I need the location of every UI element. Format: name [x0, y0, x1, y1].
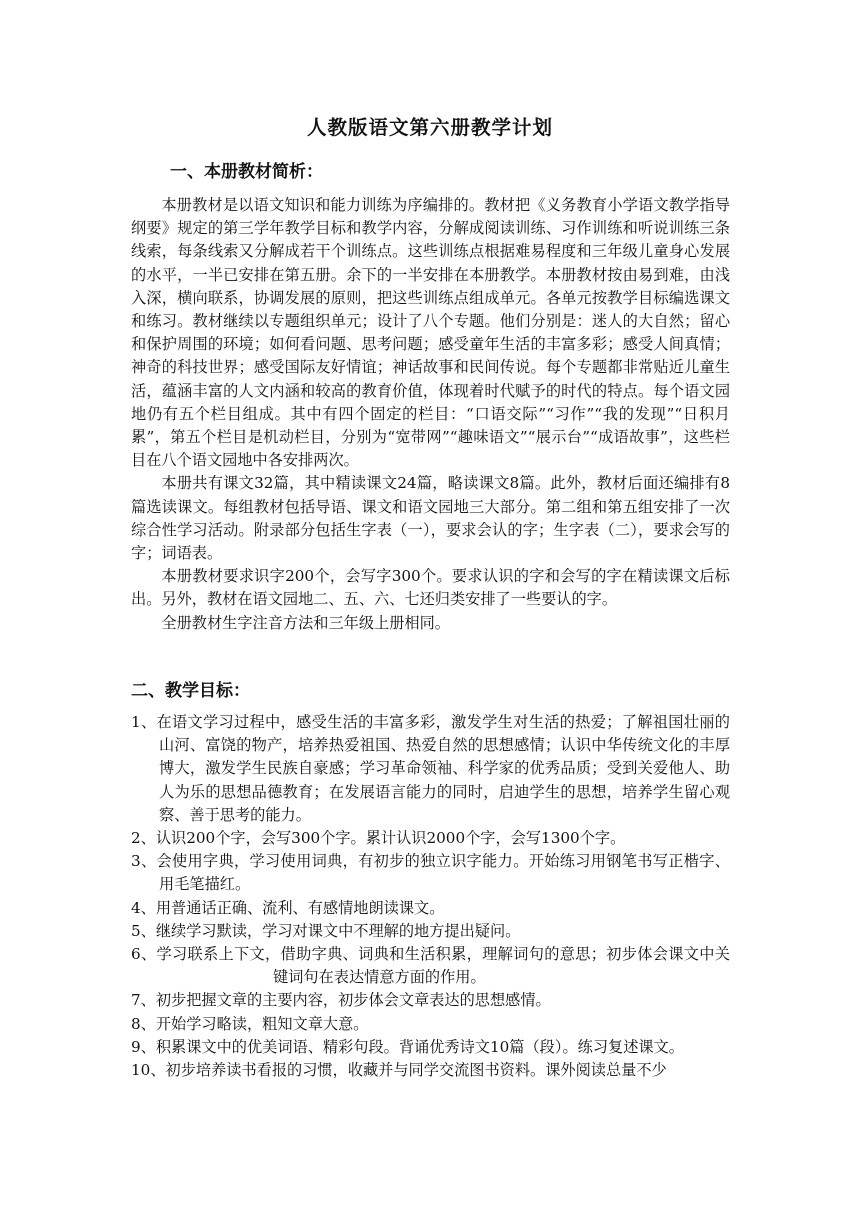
- goal-item: 1、在语文学习过程中，感受生活的丰富多彩，激发学生对生活的热爱；了解祖国壮丽的山河、富饶的物产，培养热爱祖国、热爱自然的思想感情；认识中华传统文化的丰厚博大，激发学生民族自豪感；学习革命领袖、科学家的优秀品质；受到关爱他人、助人为乐的思想品德教育；在发展语言能力的同时，启迪学生的思想，培养学生留心观察、善于思考的能力。: [131, 713, 730, 824]
- paragraph: 本册教材是以语文知识和能力训练为序编排的。教材把《义务教育小学语文教学指导纲要》规定的第三学年教学目标和教学内容，分解成阅读训练、习作训练和听说训练三条线索，每条线索又分解成若干个训练点。这些训练点根据难易程度和三年级儿童身心发展的水平，一半已安排在第五册。余下的一半安排在本册教学。本册教材按由易到难，由浅入深，横向联系，协调发展的原则，把这些训练点组成单元。各单元按教学目标编选课文和练习。教材继续以专题组织单元；设计了八个专题。他们分别是：迷人的大自然；留心和保护周围的环境；如何看问题、思考问题；感受童年生活的丰富多彩；感受人间真情；神奇的科技世界；感受国际友好情谊；神话故事和民间传说。每个专题都非常贴近儿童生活，蕴涵丰富的人文内涵和较高的教育价值，体现着时代赋予的时代的特点。每个语文园地仍有五个栏目组成。其中有四个固定的栏目：“口语交际”“习作”“我的发现”“日积月累”，第五个栏目是机动栏目，分别为“宽带网”“趣味语文”“展示台”“成语故事”，这些栏目在八个语文园地中各安排两次。: [131, 196, 730, 470]
- goal-item: 10、初步培养读书看报的习惯，收藏并与同学交流图书资料。课外阅读总量不少: [131, 1061, 667, 1080]
- paragraph: 本册教材要求识字200个，会写字300个。要求认识的字和会写的字在精读课文后标出。另外，教材在语文园地二、五、六、七还归类安排了一些要认的字。: [131, 567, 730, 609]
- goal-item: 3、会使用字典，学习使用词典，有初步的独立识字能力。开始练习用钢笔书写正楷字、用毛笔描红。: [131, 852, 730, 894]
- paragraph: 全册教材生字注音方法和三年级上册相同。: [161, 613, 450, 632]
- goal-item: 8、开始学习略读，粗知文章大意。: [131, 1014, 369, 1033]
- textbook-analysis-body: [131, 194, 730, 635]
- document-title: 人教版语文第六册教学计划: [306, 116, 553, 139]
- goal-item: 7、初步把握文章的主要内容，初步体会文章表达的思想感情。: [131, 991, 551, 1010]
- goal-item: 5、继续学习默读，学习对课文中不理解的地方提出疑问。: [131, 921, 521, 940]
- section-heading-teaching-goals: 二、教学目标：: [131, 681, 250, 701]
- goal-item-6: [131, 943, 730, 989]
- section-heading-textbook-analysis: 一、本册教材简析：: [170, 162, 323, 182]
- goal-item: 4、用普通话正确、流利、有感情地朗读课文。: [131, 898, 445, 917]
- goal-item: 9、积累课文中的优美词语、精彩句段。背诵优秀诗文10篇（段）。练习复述课文。: [131, 1037, 684, 1056]
- goal-6-text-end: 键词句在表达情意方面的作用。: [273, 968, 486, 987]
- goal-6-text-start: 6、学习联系上下文，借助字典、词典和生活积累，理解词句的意思；初步体会课文中关: [131, 945, 730, 964]
- goal-item: 2、认识200个字，会写300个字。累计认识2000个字，会写1300个字。: [131, 829, 626, 848]
- teaching-goals-list: [131, 711, 730, 1082]
- paragraph: 本册共有课文32篇，其中精读课文24篇，略读课文8篇。此外，教材后面还编排有8篇选读课文。每组教材包括导语、课文和语文园地三大部分。第二组和第五组安排了一次综合性学习活动。附录部分包括生字表（一），要求会认的字；生字表（二），要求会写的字；词语表。: [131, 474, 730, 563]
